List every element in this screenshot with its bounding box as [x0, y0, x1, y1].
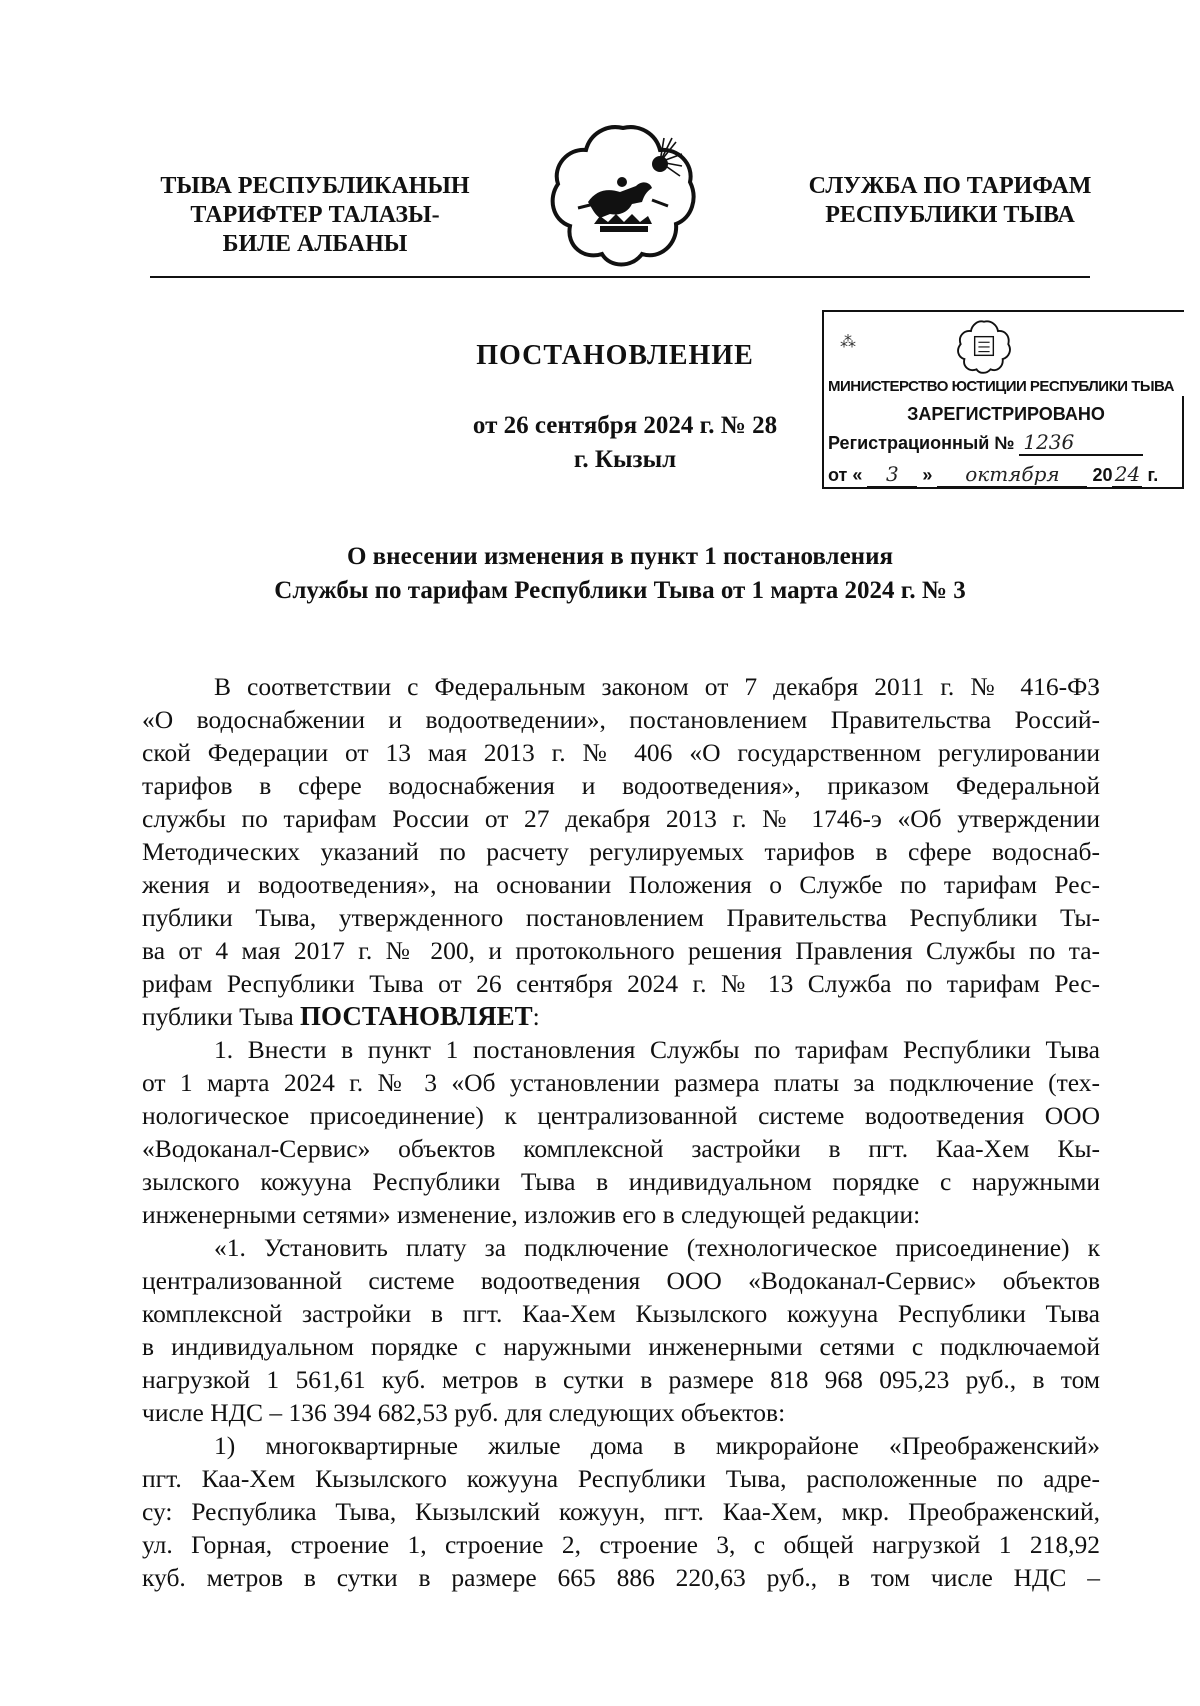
title-line: О внесении изменения в пункт 1 постановления: [346, 543, 893, 570]
body-line: ва от 4 мая 2017 г. № 200, и протокольного решения Правления Службы по та-: [142, 936, 1100, 965]
body-line: 1) многоквартирные жилые дома в микрорайоне «Преображенский»: [214, 1431, 1100, 1460]
stamp-reg-number-line: [828, 430, 1143, 456]
body-line: от 1 марта 2024 г. № 3 «Об установлении размера платы за подключение (тех-: [142, 1068, 1100, 1097]
body-line: ул. Горная, строение 1, строение 2, строение 3, с общей нагрузкой 1 218,92: [142, 1530, 1100, 1559]
header-left-line: БИЛЕ АЛБАНЫ: [222, 231, 408, 257]
body-line: жения и водоотведения», на основании Положения о Службе по тарифам Рес-: [142, 870, 1100, 899]
stamp-mark-icon: ⁂: [840, 334, 856, 351]
stamp-reg-label: Регистрационный №: [828, 433, 1015, 453]
body-line: в индивидуальном порядке с наружными инженерными сетями с подключаемой: [142, 1332, 1100, 1361]
body-line: ской Федерации от 13 мая 2013 г. № 406 «О государственном регулировании: [142, 738, 1100, 767]
body-line: зылского кожууна Республики Тыва в индивидуальном порядке с наружными: [142, 1167, 1100, 1196]
body-line: «1. Установить плату за подключение (технологическое присоединение) к: [214, 1233, 1100, 1262]
resolution-keyword: ПОСТАНОВЛЯЕТ: [300, 1001, 533, 1031]
body-line-resolution: [142, 1000, 1100, 1033]
header-right-org: [800, 172, 1100, 230]
stamp-date-year-prefix: 20: [1092, 465, 1113, 485]
body-line: нагрузкой 1 561,61 куб. метров в сутки в размере 818 968 095,23 руб., в том: [142, 1365, 1100, 1394]
document-type: ПОСТАНОВЛЕНИЕ: [476, 340, 754, 371]
body-line: публики Тыва, утвержденного постановлением Правительства Республики Ты-: [142, 903, 1100, 932]
stamp-status: ЗАРЕГИСТРИРОВАНО: [907, 404, 1105, 424]
header-right-line: СЛУЖБА ПО ТАРИФАМ: [808, 173, 1092, 199]
stamp-reg-number: 1236: [1019, 430, 1143, 456]
header-right-line: РЕСПУБЛИКИ ТЫВА: [825, 202, 1075, 228]
body-line: «О водоснабжении и водоотведении», постановлением Правительства Россий-: [142, 705, 1100, 734]
registration-stamp: [816, 306, 1186, 491]
body-line: В соответствии с Федеральным законом от 7 декабря 2011 г. № 416-ФЗ: [214, 672, 1100, 701]
body-line: Методических указаний по расчету регулируемых тарифов в сфере водоснаб-: [142, 837, 1100, 866]
stamp-border: [822, 310, 824, 488]
document-city: г. Кызыл: [573, 446, 677, 473]
header-left-org: [150, 172, 480, 259]
stamp-emblem-icon: [956, 318, 1012, 374]
document-title: [150, 540, 1090, 608]
body-line: 1. Внести в пункт 1 постановления Службы по тарифам Республики Тыва: [214, 1035, 1100, 1064]
header-divider: [150, 276, 1090, 278]
body-text: публики Тыва: [142, 1002, 301, 1031]
stamp-date-line: [828, 462, 1158, 488]
body-line: числе НДС – 136 394 682,53 руб. для следующих объектов:: [142, 1398, 786, 1427]
header-left-line: ТАРИФТЕР ТАЛАЗЫ-: [190, 202, 440, 228]
coat-of-arms-icon: [548, 120, 698, 270]
body-line: рифам Республики Тыва от 26 сентября 2024 г. № 13 Служба по тарифам Рес-: [142, 969, 1100, 998]
stamp-date-month: октября: [937, 462, 1087, 488]
body-line: куб. метров в сутки в размере 665 886 220,63 руб., в том числе НДС –: [142, 1563, 1100, 1592]
body-line: централизованной системе водоотведения ООО «Водоканал-Сервис» объектов: [142, 1266, 1100, 1295]
body-text: :: [532, 1002, 540, 1031]
body-line: службы по тарифам России от 27 декабря 2013 г. № 1746-э «Об утверждении: [142, 804, 1100, 833]
stamp-border: [822, 310, 1184, 312]
stamp-date-mid: »: [922, 465, 933, 485]
document-date-number: от 26 сентября 2024 г. № 28: [472, 412, 778, 439]
title-line: Службы по тарифам Республики Тыва от 1 марта 2024 г. № 3: [274, 577, 966, 604]
body-line: комплексной застройки в пгт. Каа-Хем Кызылского кожууна Республики Тыва: [142, 1299, 1100, 1328]
stamp-date-year: 24: [1112, 462, 1142, 488]
body-line: пгт. Каа-Хем Кызылского кожууна Республики Тыва, расположенные по адре-: [142, 1464, 1100, 1493]
body-line: су: Республика Тыва, Кызылский кожуун, пгт. Каа-Хем, мкр. Преображенский,: [142, 1497, 1100, 1526]
body-line: тарифов в сфере водоснабжения и водоотведения», приказом Федеральной: [142, 771, 1100, 800]
document-body: [142, 670, 1100, 1594]
header-left-line: ТЫВА РЕСПУБЛИКАНЫН: [160, 173, 470, 199]
body-line: инженерными сетями» изменение, изложив его в следующей редакции:: [142, 1200, 921, 1229]
stamp-date-day: 3: [867, 462, 917, 488]
stamp-date-suffix: г.: [1147, 465, 1159, 485]
stamp-date-prefix: от «: [828, 465, 863, 485]
body-line: «Водоканал-Сервис» объектов комплексной застройки в пгт. Каа-Хем Кы-: [142, 1134, 1100, 1163]
stamp-ministry: МИНИСТЕРСТВО ЮСТИЦИИ РЕСПУБЛИКИ ТЫВА: [828, 378, 1174, 395]
body-line: нологическое присоединение) к централизованной системе водоотведения ООО: [142, 1101, 1100, 1130]
